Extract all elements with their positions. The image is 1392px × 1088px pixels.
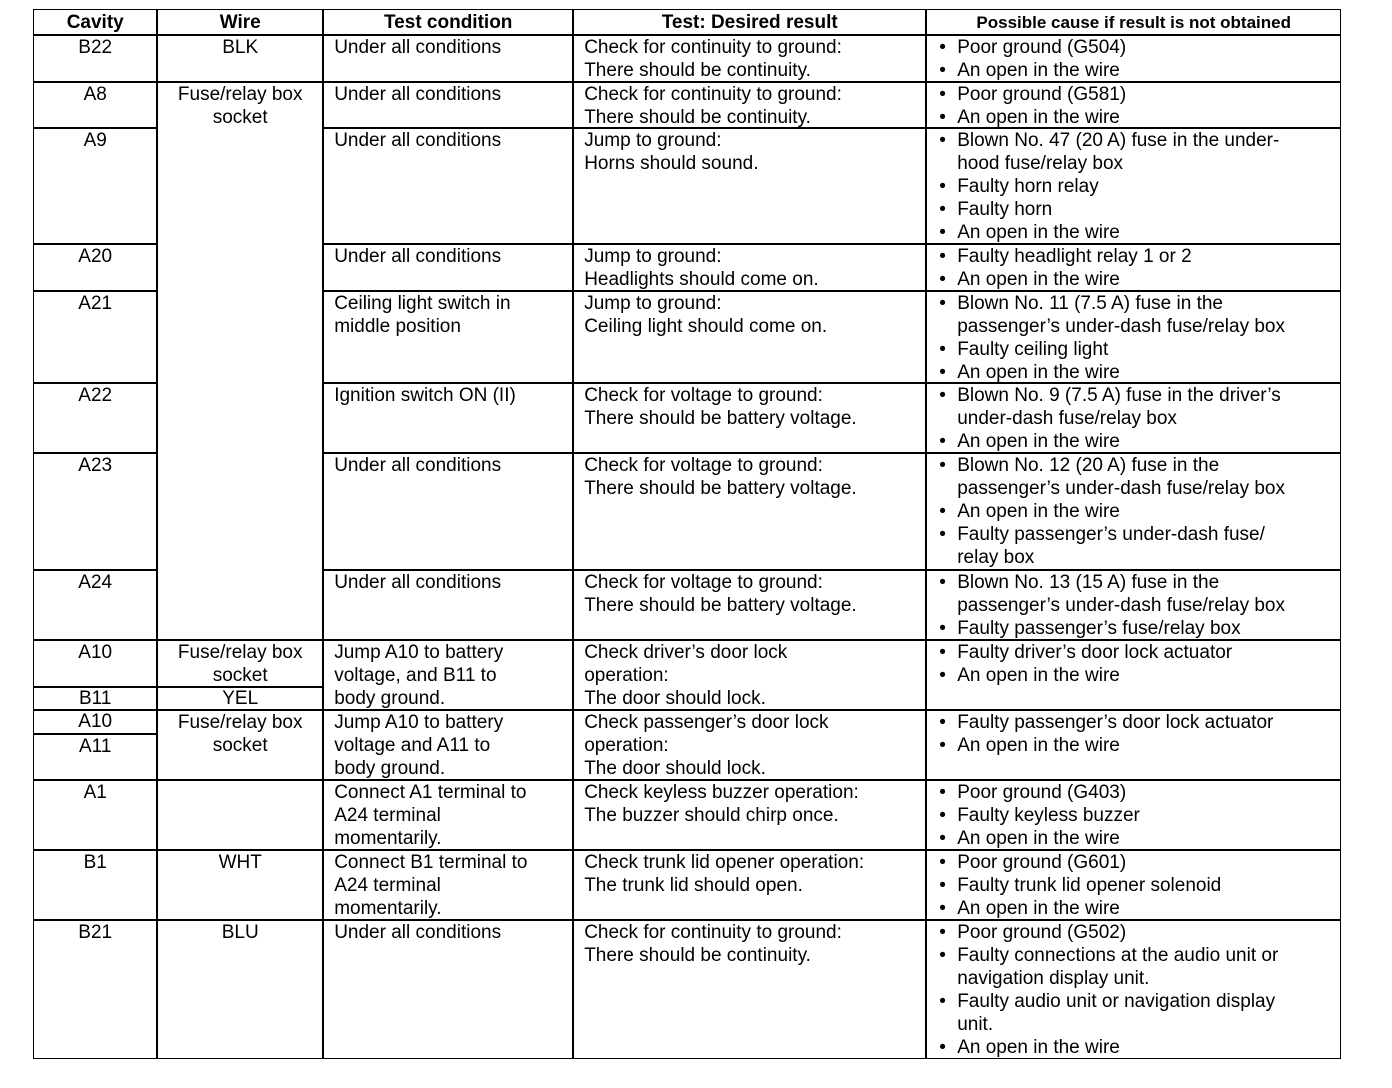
cause-bullet: • An open in the wire — [937, 827, 1334, 850]
cavity-cell: B11 — [33, 687, 157, 710]
wire-cell — [157, 640, 323, 687]
cause-cell — [926, 82, 1341, 128]
cause-bullet: • Poor ground (G601) — [937, 851, 1334, 874]
result-text: Jump to ground: — [584, 246, 722, 268]
condition-text: Connect B1 terminal to — [334, 852, 528, 874]
condition-cell — [323, 82, 573, 128]
cause-bullet: • An open in the wire — [937, 897, 1334, 920]
cause-bullet: • Blown No. 9 (7.5 A) fuse in the driver’s — [937, 384, 1334, 407]
cavity-cell: A22 — [33, 383, 157, 453]
result-text: The buzzer should chirp once. — [584, 805, 839, 827]
cavity-cell: A1 — [33, 780, 157, 850]
cavity-cell: B1 — [33, 850, 157, 920]
condition-text: Under all conditions — [334, 572, 502, 594]
condition-text: momentarily. — [334, 828, 442, 850]
condition-cell — [323, 453, 573, 570]
condition-cell — [323, 35, 573, 82]
wire-text: socket — [212, 107, 268, 129]
cause-continuation: navigation display unit. — [957, 968, 1150, 990]
wire-cell — [157, 35, 323, 82]
cause-bullet: • An open in the wire — [937, 734, 1334, 757]
result-text: Check passenger’s door lock — [584, 712, 829, 734]
cause-bullet: • Faulty horn — [937, 198, 1334, 221]
header-test-condition: Test condition — [323, 9, 573, 35]
wire-text: socket — [212, 665, 268, 687]
condition-cell — [323, 570, 573, 640]
cause-cell — [926, 640, 1341, 710]
cause-bullet: • Blown No. 47 (20 A) fuse in the under- — [937, 129, 1334, 152]
cavity-cell: A10 — [33, 710, 157, 734]
cause-bullet: • Poor ground (G403) — [937, 781, 1334, 804]
condition-text: Under all conditions — [334, 455, 502, 477]
result-cell — [573, 291, 926, 383]
cause-bullet: • An open in the wire — [937, 268, 1334, 291]
result-text: There should be continuity. — [584, 60, 811, 82]
cavity-cell: A11 — [33, 734, 157, 780]
cause-bullet: • An open in the wire — [937, 500, 1334, 523]
cause-bullet: • An open in the wire — [937, 221, 1334, 244]
cause-bullet: • Poor ground (G504) — [937, 36, 1334, 59]
cause-bullet: • Faulty headlight relay 1 or 2 — [937, 245, 1334, 268]
result-cell — [573, 128, 926, 244]
header-wire: Wire — [157, 9, 323, 35]
condition-cell — [323, 383, 573, 453]
condition-text: voltage, and B11 to — [334, 665, 497, 687]
cause-bullet: • Faulty trunk lid opener solenoid — [937, 874, 1334, 897]
cause-bullet: • Faulty horn relay — [937, 175, 1334, 198]
condition-cell — [323, 920, 573, 1059]
cause-bullet: • An open in the wire — [937, 1036, 1334, 1059]
condition-text: Under all conditions — [334, 130, 502, 152]
cause-continuation: passenger’s under-dash fuse/relay box — [957, 316, 1285, 338]
condition-text: A24 terminal — [334, 805, 441, 827]
cause-bullet: • Poor ground (G502) — [937, 921, 1334, 944]
result-text: operation: — [584, 665, 669, 687]
wire-text: BLU — [221, 922, 259, 944]
wire-cell — [157, 920, 323, 1059]
cause-bullet: • An open in the wire — [937, 59, 1334, 82]
result-text: Check for continuity to ground: — [584, 922, 842, 944]
result-text: Check keyless buzzer operation: — [584, 782, 859, 804]
cause-bullet: • Blown No. 11 (7.5 A) fuse in the — [937, 292, 1334, 315]
result-cell — [573, 920, 926, 1059]
result-text: Check driver’s door lock — [584, 642, 788, 664]
condition-text: body ground. — [334, 688, 446, 710]
result-cell — [573, 453, 926, 570]
condition-text: body ground. — [334, 758, 446, 780]
cavity-cell: A24 — [33, 570, 157, 640]
result-text: Check trunk lid opener operation: — [584, 852, 865, 874]
cause-bullet: • An open in the wire — [937, 106, 1334, 128]
result-text: Headlights should come on. — [584, 269, 819, 291]
cavity-cell: A23 — [33, 453, 157, 570]
result-text: Check for voltage to ground: — [584, 455, 823, 477]
result-text: Check for continuity to ground: — [584, 37, 842, 59]
result-text: There should be battery voltage. — [584, 595, 857, 617]
wire-cell — [157, 710, 323, 780]
condition-cell — [323, 780, 573, 850]
cause-bullet: • Faulty connections at the audio unit or — [937, 944, 1334, 967]
result-cell — [573, 82, 926, 128]
cause-continuation: passenger’s under-dash fuse/relay box — [957, 478, 1285, 500]
result-text: The door should lock. — [584, 758, 766, 780]
header-cavity: Cavity — [33, 9, 157, 35]
result-text: There should be battery voltage. — [584, 408, 857, 430]
result-text: Check for voltage to ground: — [584, 385, 823, 407]
condition-text: Jump A10 to battery — [334, 712, 504, 734]
header-possible-cause: Possible cause if result is not obtained — [926, 9, 1341, 35]
condition-text: Jump A10 to battery — [334, 642, 504, 664]
cause-cell — [926, 453, 1341, 570]
cause-bullet: • Blown No. 12 (20 A) fuse in the — [937, 454, 1334, 477]
diagnostic-table — [34, 10, 1342, 1060]
result-text: Jump to ground: — [584, 130, 722, 152]
cavity-cell: A9 — [33, 128, 157, 244]
condition-text: Under all conditions — [334, 84, 502, 106]
condition-cell — [323, 291, 573, 383]
cause-bullet: • Faulty ceiling light — [937, 338, 1334, 361]
result-text: There should be battery voltage. — [584, 478, 857, 500]
condition-cell — [323, 710, 573, 780]
header-desired-result: Test: Desired result — [573, 9, 926, 35]
cause-cell — [926, 570, 1341, 640]
result-cell — [573, 780, 926, 850]
cause-bullet: • Faulty passenger’s fuse/relay box — [937, 617, 1334, 640]
cause-bullet: • Faulty driver’s door lock actuator — [937, 641, 1334, 664]
wire-text: socket — [212, 735, 268, 757]
cause-cell — [926, 291, 1341, 383]
condition-text: Under all conditions — [334, 37, 502, 59]
result-text: Jump to ground: — [584, 293, 722, 315]
condition-cell — [323, 128, 573, 244]
wire-cell — [157, 687, 323, 710]
result-text: Check for continuity to ground: — [584, 84, 842, 106]
cause-continuation: relay box — [957, 547, 1035, 569]
wire-text: YEL — [222, 688, 259, 710]
cause-bullet: • An open in the wire — [937, 361, 1334, 383]
wire-text: Fuse/relay box — [177, 642, 303, 664]
wire-cell — [157, 850, 323, 920]
cause-cell — [926, 35, 1341, 82]
condition-text: voltage and A11 to — [334, 735, 491, 757]
cavity-cell: B22 — [33, 35, 157, 82]
result-text: There should be continuity. — [584, 107, 811, 129]
result-text: The trunk lid should open. — [584, 875, 803, 897]
cause-cell — [926, 244, 1341, 291]
wire-cell — [157, 780, 323, 850]
result-cell — [573, 850, 926, 920]
cause-continuation: hood fuse/relay box — [957, 153, 1124, 175]
cause-continuation: passenger’s under-dash fuse/relay box — [957, 595, 1285, 617]
result-cell — [573, 35, 926, 82]
cavity-cell: A21 — [33, 291, 157, 383]
cause-cell — [926, 920, 1341, 1059]
cause-bullet: • Poor ground (G581) — [937, 83, 1334, 106]
result-cell — [573, 710, 926, 780]
result-cell — [573, 383, 926, 453]
result-text: The door should lock. — [584, 688, 766, 710]
condition-text: Ceiling light switch in — [334, 293, 511, 315]
cause-continuation: under-dash fuse/relay box — [957, 408, 1177, 430]
wire-text: WHT — [218, 852, 262, 874]
condition-text: Under all conditions — [334, 922, 502, 944]
cavity-cell: A20 — [33, 244, 157, 291]
result-text: Horns should sound. — [584, 153, 759, 175]
cavity-cell: B21 — [33, 920, 157, 1059]
condition-text: momentarily. — [334, 898, 442, 920]
cause-cell — [926, 780, 1341, 850]
wire-text: Fuse/relay box — [177, 84, 303, 106]
cause-bullet: • Faulty passenger’s under-dash fuse/ — [937, 523, 1334, 546]
condition-text: Under all conditions — [334, 246, 502, 268]
result-text: Check for voltage to ground: — [584, 572, 823, 594]
result-text: operation: — [584, 735, 669, 757]
wire-cell — [157, 82, 323, 640]
cause-bullet: • Faulty passenger’s door lock actuator — [937, 711, 1334, 734]
cause-bullet: • Faulty audio unit or navigation display — [937, 990, 1334, 1013]
cause-bullet: • Blown No. 13 (15 A) fuse in the — [937, 571, 1334, 594]
cause-continuation: unit. — [957, 1014, 994, 1036]
cause-cell — [926, 850, 1341, 920]
cause-cell — [926, 128, 1341, 244]
wire-text: Fuse/relay box — [177, 712, 303, 734]
condition-cell — [323, 244, 573, 291]
cause-bullet: • An open in the wire — [937, 664, 1334, 687]
cause-bullet: • An open in the wire — [937, 430, 1334, 453]
result-text: There should be continuity. — [584, 945, 811, 967]
cause-bullet: • Faulty keyless buzzer — [937, 804, 1334, 827]
condition-text: middle position — [334, 316, 461, 338]
wire-text: BLK — [222, 37, 259, 59]
cause-cell — [926, 710, 1341, 780]
condition-text: Ignition switch ON (II) — [334, 385, 516, 407]
result-cell — [573, 570, 926, 640]
condition-cell — [323, 640, 573, 710]
condition-cell — [323, 850, 573, 920]
result-text: Ceiling light should come on. — [584, 316, 828, 338]
condition-text: Connect A1 terminal to — [334, 782, 527, 804]
cause-cell — [926, 383, 1341, 453]
cavity-cell: A8 — [33, 82, 157, 128]
condition-text: A24 terminal — [334, 875, 441, 897]
result-cell — [573, 244, 926, 291]
cavity-cell: A10 — [33, 640, 157, 687]
result-cell — [573, 640, 926, 710]
